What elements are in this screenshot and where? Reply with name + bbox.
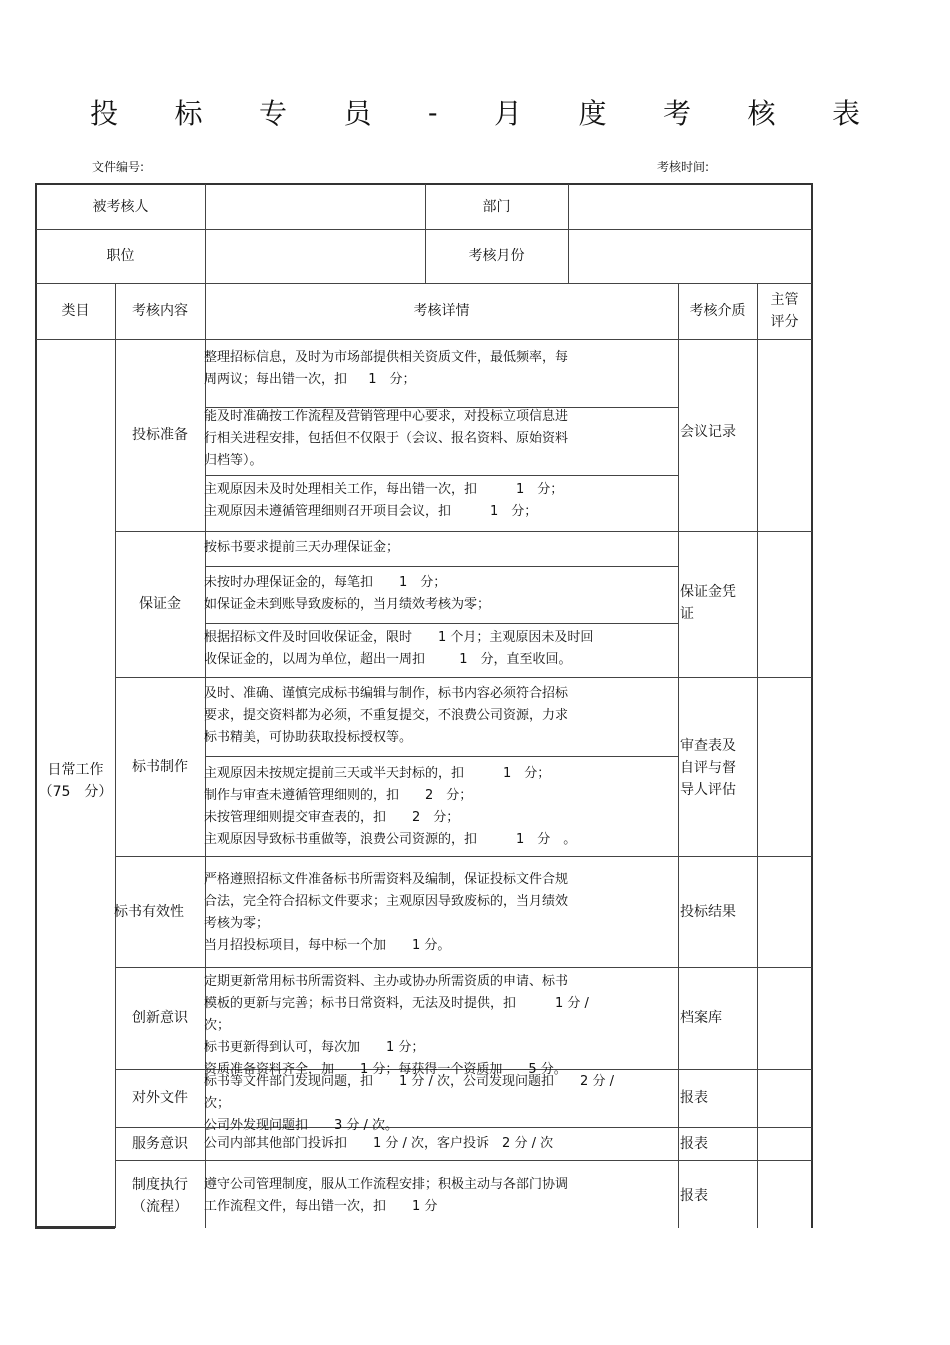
- assessee-label: 被考核人: [92, 198, 149, 215]
- detail-divider: [205, 756, 678, 757]
- position-label: 职位: [106, 248, 135, 264]
- item-detail: 整理招标信息，及时为市场部提供相关资质文件，最低频率，每 周两议；每出错一次，扣 1 分；: [204, 350, 569, 387]
- item-name: 保证金: [139, 596, 181, 612]
- table-bottom-rule: [35, 1226, 115, 1229]
- col-header-content: 考核内容: [132, 303, 188, 319]
- col-divider: [757, 283, 758, 1228]
- section-divider: [115, 967, 812, 968]
- item-medium: 投标结果: [680, 904, 736, 920]
- item-detail: 公司内部其他部门投诉扣 1 分 / 次，客户投诉 2 分 / 次: [204, 1136, 554, 1151]
- title-char: 标: [174, 97, 203, 130]
- title-char: 员: [343, 97, 372, 130]
- item-medium: 报表: [680, 1090, 708, 1106]
- title-char: 月: [493, 97, 522, 130]
- item-name: 对外文件: [132, 1090, 188, 1106]
- item-detail: 未按时办理保证金的，每笔扣 1 分； 如保证金未到账导致废标的，当月绩效考核为零；: [204, 575, 491, 612]
- item-name: 标书制作: [132, 758, 188, 775]
- item-name: 创新意识: [132, 1010, 188, 1026]
- page-title: [90, 92, 860, 132]
- item-medium: 会议记录: [680, 424, 736, 440]
- title-char: 核: [747, 97, 776, 130]
- col-divider: [678, 283, 679, 1228]
- item-detail: 按标书要求提前三天办理保证金；: [204, 540, 400, 555]
- item-detail: 遵守公司管理制度，服从工作流程安排；积极主动与各部门协调 工作流程文件，每出错一次，扣 1 分: [204, 1177, 569, 1214]
- doc-number-label: 文件编号:: [92, 160, 145, 174]
- col-divider: [568, 184, 569, 283]
- item-detail: 根据招标文件及时回收保证金，限时 1 个月；主观原因未及时回 收保证金的，以周为单位，超出一周扣 1 分，直至收回。: [204, 630, 594, 667]
- col-header-detail: 考核详情: [413, 303, 470, 319]
- month-label: 考核月份: [468, 248, 525, 264]
- title-char: 投: [90, 97, 119, 130]
- item-name: 服务意识: [132, 1135, 188, 1152]
- section-divider: [115, 531, 812, 532]
- section-divider: [115, 856, 812, 857]
- section-divider: [115, 677, 812, 678]
- col-header-medium: 考核介质: [689, 303, 746, 319]
- item-medium: 审查表及 自评与督 导人评估: [680, 738, 736, 798]
- title-char: 考: [662, 97, 691, 130]
- section-divider: [115, 1160, 812, 1161]
- item-detail: 能及时准确按工作流程及营销管理中心要求，对投标立项信息进 行相关进程安排，包括但不仅限于（会议、报名资料、原始资料 归档等）。: [204, 409, 569, 468]
- title-char: 表: [831, 97, 860, 130]
- item-detail: 定期更新常用标书所需资料、主办或协办所需资质的申请、标书 模板的更新与完善；标书日常资料，无法及时提供，扣 1 分 / 次； 标书更新得到认可，每次加 1 分； 资质准备资料齐全，加 1 分；每获得一个资质加 5 分。: [204, 974, 589, 1077]
- item-detail: 及时、准确、谨慎完成标书编辑与制作，标书内容必须符合招标 要求，提交资料都为必须，不重复提交，不浪费公司资源，力求 标书精美，可协助获取投标授权等。: [204, 686, 569, 745]
- detail-divider: [205, 623, 678, 624]
- title-char: -: [428, 95, 438, 129]
- col-header-score: 主管 评分: [770, 292, 799, 330]
- item-medium: 档案库: [680, 1010, 722, 1026]
- item-medium: 保证金凭 证: [680, 584, 736, 622]
- title-char: 专: [259, 97, 288, 130]
- item-name: 制度执行 （流程）: [132, 1177, 188, 1215]
- item-detail: 主观原因未及时处理相关工作，每出错一次，扣 1 分； 主观原因未遵循管理细则召开项目会议，扣 1 分；: [204, 482, 564, 519]
- department-label: 部门: [482, 198, 511, 215]
- review-time-label: 考核时间:: [657, 160, 710, 174]
- item-name: 标书有效性: [114, 904, 184, 920]
- category-cell: 日常工作 （75 分）: [38, 762, 113, 800]
- item-medium: 报表: [680, 1188, 708, 1204]
- item-medium: 报表: [680, 1136, 708, 1152]
- item-detail: 严格遵照招标文件准备标书所需资料及编制，保证投标文件合规 合法，完全符合招标文件要求；主观原因导致废标的，当月绩效 考核为零； 当月招投标项目，每中标一个加 1 分。: [204, 872, 569, 953]
- detail-divider: [205, 475, 678, 476]
- col-header-category: 类目: [61, 303, 90, 319]
- title-char: 度: [578, 97, 607, 130]
- item-name: 投标准备: [132, 427, 188, 443]
- col-divider: [205, 184, 206, 283]
- item-detail: 主观原因未按规定提前三天或半天封标的，扣 1 分； 制作与审查未遵循管理细则的，扣 2 分； 未按管理细则提交审查表的，扣 2 分； 主观原因导致标书重做等，浪费公司资源的，扣 1 分 。: [204, 766, 577, 847]
- item-detail: 标书等文件部门发现问题，扣 1 分 / 次，公司发现问题扣 2 分 / 次； 公司外发现问题扣 3 分 / 次。: [204, 1074, 614, 1133]
- detail-divider: [205, 566, 678, 567]
